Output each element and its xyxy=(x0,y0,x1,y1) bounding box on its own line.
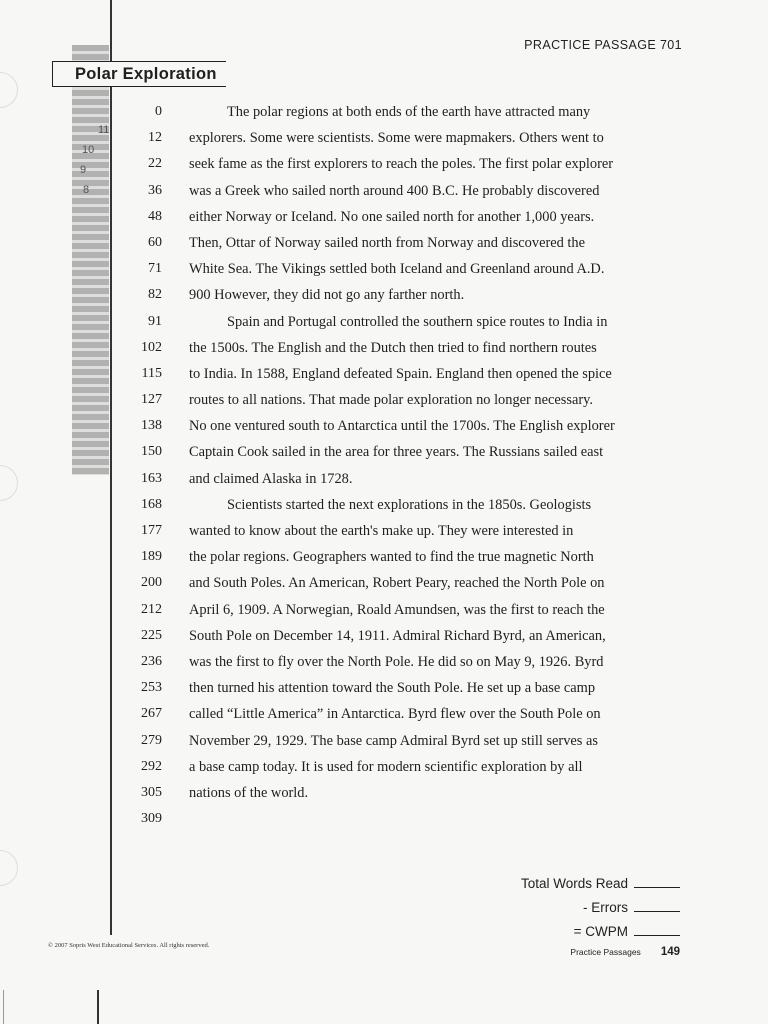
copyright-notice: © 2007 Sopris West Educational Services. All rights reserved. xyxy=(48,942,210,949)
word-count: 305 xyxy=(141,784,162,800)
passage-text: was the first to fly over the North Pole. He did so on May 9, 1926. Byrd xyxy=(189,653,604,670)
passage-line xyxy=(0,387,768,413)
word-count: 279 xyxy=(141,732,162,748)
errors-blank xyxy=(634,911,680,912)
passage-text: to India. In 1588, England defeated Spain. England then opened the spice xyxy=(189,365,612,382)
passage-text: Then, Ottar of Norway sailed north from Norway and discovered the xyxy=(189,234,586,251)
passage-text: seek fame as the first explorers to reach the poles. The first polar explorer xyxy=(189,156,614,173)
passage-line xyxy=(0,309,768,335)
passage-line xyxy=(0,335,768,361)
margin-rule-bottom xyxy=(97,990,99,1024)
passage-line xyxy=(0,518,768,544)
word-count: 60 xyxy=(148,234,162,250)
cwpm-label: = CWPM xyxy=(573,924,628,939)
passage-text: wanted to know about the earth's make up. They were interested in xyxy=(189,523,574,539)
cwpm-field xyxy=(574,924,680,939)
word-count: 189 xyxy=(141,549,162,565)
passage-line xyxy=(0,728,768,754)
passage-line xyxy=(0,230,768,256)
passage-text: November 29, 1929. The base camp Admiral Byrd set up still serves as xyxy=(189,732,598,749)
passage-line xyxy=(0,178,768,204)
passage-line xyxy=(0,780,768,806)
passage-line xyxy=(0,492,768,518)
passage-line xyxy=(0,649,768,675)
word-count: 212 xyxy=(141,601,162,617)
word-count: 22 xyxy=(148,156,162,172)
word-count: 82 xyxy=(148,287,162,303)
passage-line xyxy=(0,597,768,623)
total-words-read-blank xyxy=(634,887,680,888)
passage-line xyxy=(0,413,768,439)
passage-line xyxy=(0,282,768,308)
errors-field xyxy=(583,900,680,915)
passage-text: South Pole on December 14, 1911. Admiral Richard Byrd, an American, xyxy=(189,627,606,644)
passage-line xyxy=(0,256,768,282)
word-count: 115 xyxy=(141,365,162,381)
passage-line xyxy=(0,204,768,230)
passage-text: White Sea. The Vikings settled both Iceland and Greenland around A.D. xyxy=(189,261,605,278)
word-count: 309 xyxy=(141,811,162,827)
passage-text: April 6, 1909. A Norwegian, Roald Amundsen, was the first to reach the xyxy=(189,601,605,618)
passage-header: PRACTICE PASSAGE 701 xyxy=(524,38,682,52)
word-count: 168 xyxy=(141,496,162,512)
passage-line xyxy=(0,439,768,465)
passage-text: Captain Cook sailed in the area for three years. The Russians sailed east xyxy=(189,444,604,461)
passage xyxy=(0,99,768,832)
passage-text: Scientists started the next explorations in the 1850s. Geologists xyxy=(227,496,592,513)
word-count: 0 xyxy=(155,104,162,119)
binder-hole-bottom xyxy=(0,850,18,886)
word-count: 163 xyxy=(141,470,162,486)
passage-text: called “Little America” in Antarctica. Byrd flew over the South Pole on xyxy=(189,706,601,723)
word-count: 71 xyxy=(148,261,162,277)
tab-mark: 11 xyxy=(98,124,110,136)
page-title xyxy=(52,61,226,87)
page-number: 149 xyxy=(660,946,680,958)
passage-text: nations of the world. xyxy=(189,784,309,801)
word-count: 127 xyxy=(141,392,162,408)
passage-text: explorers. Some were scientists. Some were mapmakers. Others went to xyxy=(189,130,604,147)
passage-text: either Norway or Iceland. No one sailed north for another 1,000 years. xyxy=(189,208,595,225)
passage-text: The polar regions at both ends of the earth have attracted many xyxy=(227,104,591,120)
passage-text: was a Greek who sailed north around 400 B.C. He probably discovered xyxy=(189,182,600,199)
word-count: 150 xyxy=(141,444,162,460)
passage-text: No one ventured south to Antarctica until the 1700s. The English explorer xyxy=(189,418,615,435)
passage-line xyxy=(0,151,768,177)
word-count: 253 xyxy=(141,680,162,696)
passage-text: and claimed Alaska in 1728. xyxy=(189,470,353,487)
passage-text: routes to all nations. That made polar exploration no longer necessary. xyxy=(189,392,594,409)
word-count: 236 xyxy=(141,653,162,669)
total-words-read-label: Total Words Read xyxy=(520,876,628,891)
passage-line xyxy=(0,623,768,649)
page-title-text: Polar Exploration xyxy=(75,64,217,83)
passage-line xyxy=(0,544,768,570)
word-count: 177 xyxy=(141,523,162,538)
word-count: 48 xyxy=(148,208,162,224)
tab-mark: 10 xyxy=(82,144,95,156)
passage-text: 900 However, they did not go any farther north. xyxy=(189,287,465,304)
word-count: 138 xyxy=(141,418,162,434)
page-edge-line xyxy=(3,990,4,1024)
tab-mark: 9 xyxy=(80,164,87,176)
word-count: 91 xyxy=(148,313,162,329)
passage-line xyxy=(0,701,768,727)
tab-mark: 8 xyxy=(83,184,90,196)
passage-line xyxy=(0,754,768,780)
passage-text: Spain and Portugal controlled the southern spice routes to India in xyxy=(227,313,608,330)
passage-line xyxy=(0,466,768,492)
passage-line xyxy=(0,806,768,832)
word-count: 225 xyxy=(141,627,162,643)
cwpm-blank xyxy=(634,935,680,936)
word-count: 200 xyxy=(141,575,162,591)
word-count: 36 xyxy=(148,182,162,198)
word-count: 102 xyxy=(141,339,162,355)
passage-text: a base camp today. It is used for modern scientific exploration by all xyxy=(189,758,583,775)
passage-line xyxy=(0,361,768,387)
total-words-read-field xyxy=(521,876,680,891)
page-footer xyxy=(570,942,680,960)
passage-line xyxy=(0,570,768,596)
passage-text: the polar regions. Geographers wanted to find the true magnetic North xyxy=(189,549,594,566)
passage-line xyxy=(0,675,768,701)
passage-text: the 1500s. The English and the Dutch then tried to find northern routes xyxy=(189,339,597,356)
word-count: 12 xyxy=(148,130,162,146)
passage-line xyxy=(0,125,768,151)
section-name: Practice Passages xyxy=(570,947,641,957)
errors-label: - Errors xyxy=(583,900,628,915)
passage-text: and South Poles. An American, Robert Peary, reached the North Pole on xyxy=(189,575,605,592)
word-count: 267 xyxy=(141,706,162,722)
passage-line xyxy=(0,99,768,125)
word-count: 292 xyxy=(141,758,162,774)
passage-text: then turned his attention toward the South Pole. He set up a base camp xyxy=(189,680,596,697)
